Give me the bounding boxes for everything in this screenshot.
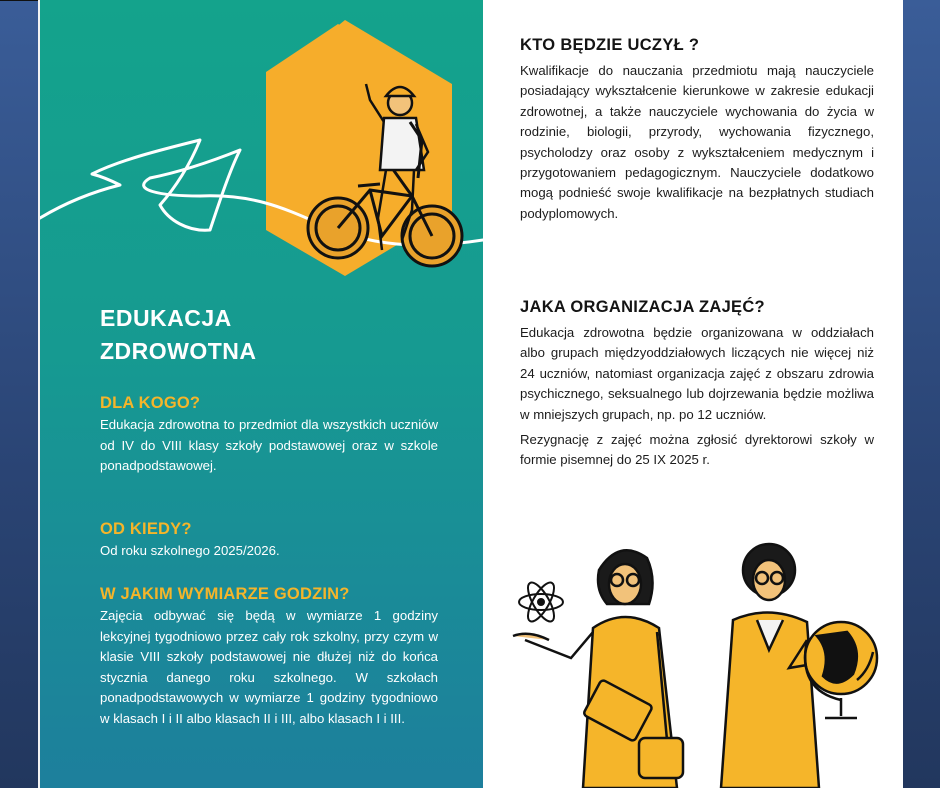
right-panel <box>483 0 903 788</box>
section-text: Zajęcia odbywać się będą w wymiarze 1 godziny lekcyjnej tygodniowo przez cały rok szkolny, przy czym w klasie VIII szkoły podstawowej nie dłużej niż do końca stycznia danego roku szkolnego. W szkołach ponadpodstawowych w wymiarze 1 godziny tygodniowo w klasach I i II albo klasach II i III, albo klasach I i III. <box>100 608 438 726</box>
section-text: Edukacja zdrowotna będzie organizowana w oddziałach albo grupach międzyoddziałowych liczących nie więcej niż 24 uczniów, natomiast organizacja zajęć z obszaru zdrowia psychicznego, seksualnego lub dojrzewania będzie możliwa w mniejszych grupach, np. po 12 uczniów. <box>520 325 874 422</box>
section-organizacja-zajec <box>520 298 874 471</box>
section-dla-kogo <box>100 394 438 477</box>
section-heading: DLA KOGO? <box>100 394 201 412</box>
section-od-kiedy <box>100 520 438 562</box>
section-text: Od roku szkolnego 2025/2026. <box>100 543 280 558</box>
section-heading: JAKA ORGANIZACJA ZAJĘĆ? <box>520 298 765 316</box>
section-text-resignation: Rezygnację z zajęć można zgłosić dyrektorowi szkoły w formie pisemnej do 25 IX 2025 r. <box>520 432 874 468</box>
section-wymiar-godzin <box>100 585 438 730</box>
section-kto-bedzie-uczyl <box>520 36 874 224</box>
left-panel <box>40 0 483 788</box>
teachers-illustration <box>507 540 887 788</box>
man-figure <box>721 544 819 788</box>
section-heading: W JAKIM WYMIARZE GODZIN? <box>100 585 350 603</box>
title-line-1: EDUKACJA <box>100 305 232 331</box>
section-heading: OD KIEDY? <box>100 520 192 538</box>
section-text: Edukacja zdrowotna to przedmiot dla wszystkich uczniów od IV do VIII klasy szkoły podstawowej oraz w szkole ponadpodstawowej. <box>100 417 438 474</box>
atom-icon <box>519 579 563 625</box>
globe-icon <box>805 622 877 718</box>
bicycle-kid-illustration <box>40 0 483 300</box>
page-title <box>100 302 257 368</box>
section-heading: KTO BĘDZIE UCZYŁ ? <box>520 36 700 54</box>
section-text: Kwalifikacje do nauczania przedmiotu mają nauczyciele posiadający wykształcenie kierunkowe w zakresie edukacji zdrowotnej, a także nauczyciele wychowania do życia w rodzinie, biologii, przyrody, wychowania fizycznego, psycholodzy oraz osoby z wykształceniem medycznym i przygotowaniem pedagogicznym. Nauczyciele dodatkowo mogą podnieść swoje kwalifikacje na bezpłatnych studiach podyplomowych. <box>520 63 874 221</box>
title-line-2: ZDROWOTNA <box>100 338 257 364</box>
